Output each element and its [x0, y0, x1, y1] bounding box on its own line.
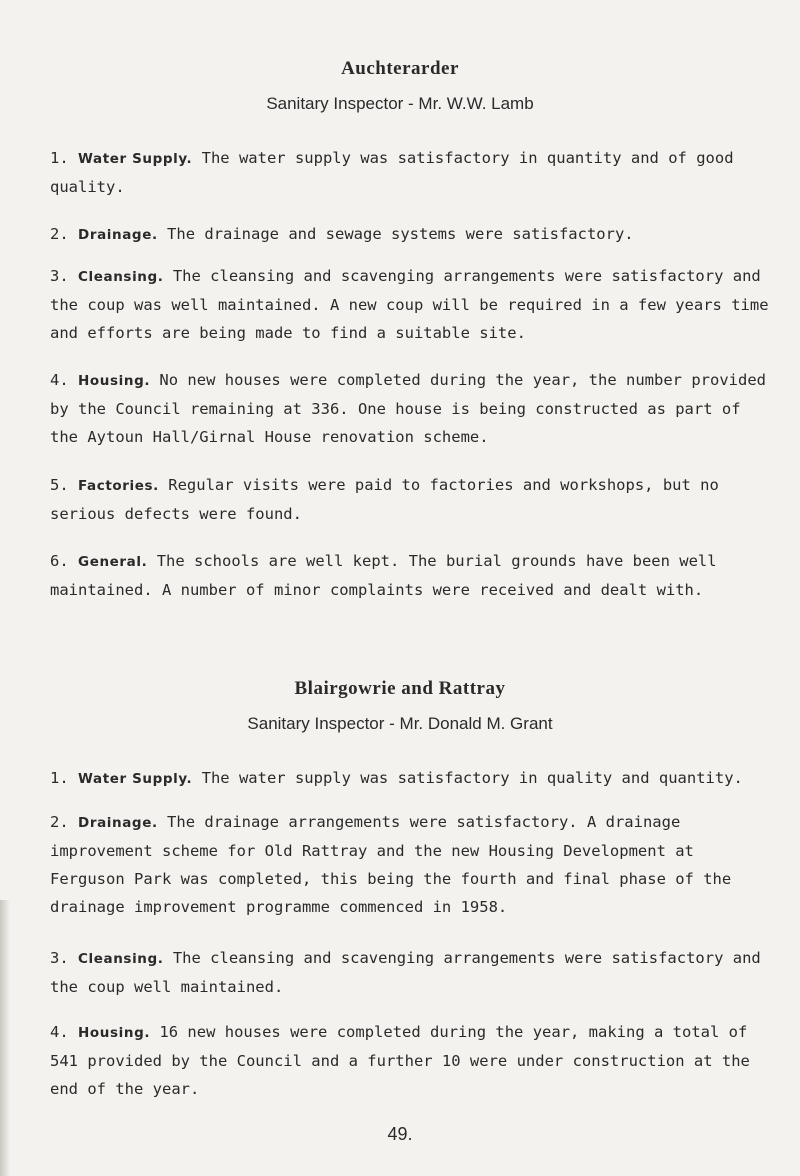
auchterarder-item-cleansing — [50, 262, 770, 347]
item-number: 3. — [50, 267, 69, 285]
item-heading: Drainage. — [78, 227, 158, 243]
item-text: The cleansing and scavenging arrangements were satisfactory and the coup well maintained. — [50, 949, 761, 996]
blairgowrie-item-drainage — [50, 808, 770, 921]
item-heading: Housing. — [78, 1025, 151, 1041]
item-heading: Drainage. — [78, 815, 158, 831]
auchterarder-item-general — [50, 547, 770, 604]
item-number: 2. — [50, 813, 69, 831]
item-number: 6. — [50, 552, 69, 570]
item-text: No new houses were completed during the year, the number provided by the Council remaining at 336. One house is being constructed as part of the Aytoun Hall/Girnal House renovation scheme. — [50, 371, 766, 446]
auchterarder-item-factories — [50, 471, 770, 528]
sanitary-inspector-line: Sanitary Inspector - Mr. W.W. Lamb — [266, 94, 534, 113]
blairgowrie-item-water-supply — [50, 764, 770, 793]
item-text: The drainage arrangements were satisfactory. A drainage improvement scheme for Old Rattray and the new Housing Development at Ferguson Park was completed, this being the fourth and final phase of the drainage improvement programme commenced in 1958. — [50, 813, 732, 916]
item-heading: Cleansing. — [78, 951, 164, 967]
item-text: 16 new houses were completed during the year, making a total of 541 provided by the Council and a further 10 were under construction at the end of the year. — [50, 1023, 750, 1098]
item-number: 4. — [50, 371, 69, 389]
item-number: 1. — [50, 769, 69, 787]
item-text: The cleansing and scavenging arrangements were satisfactory and the coup was well maintained. A new coup will be required in a few years time and efforts are being made to find a suitable site. — [50, 267, 769, 342]
item-text: The water supply was satisfactory in quality and quantity. — [201, 769, 743, 787]
section-title: Auchterarder — [341, 58, 459, 79]
item-heading: Housing. — [78, 373, 151, 389]
item-number: 4. — [50, 1023, 69, 1041]
section-auchterarder — [0, 58, 800, 114]
blairgowrie-item-cleansing — [50, 944, 770, 1001]
auchterarder-item-water-supply — [50, 144, 770, 201]
item-number: 2. — [50, 225, 69, 243]
item-heading: General. — [78, 554, 148, 570]
item-number: 5. — [50, 476, 69, 494]
page-number: 49. — [387, 1124, 413, 1144]
blairgowrie-item-housing — [50, 1018, 770, 1103]
item-heading: Cleansing. — [78, 269, 164, 285]
sanitary-inspector-line: Sanitary Inspector - Mr. Donald M. Grant — [247, 714, 553, 733]
item-number: 1. — [50, 149, 69, 167]
item-text: Regular visits were paid to factories and workshops, but no serious defects were found. — [50, 476, 719, 523]
item-heading: Factories. — [78, 478, 159, 494]
auchterarder-item-housing — [50, 366, 770, 451]
section-title: Blairgowrie and Rattray — [294, 678, 506, 699]
item-text: The drainage and sewage systems were satisfactory. — [167, 225, 634, 243]
item-heading: Water Supply. — [78, 151, 193, 167]
item-number: 3. — [50, 949, 69, 967]
auchterarder-item-drainage — [50, 220, 770, 249]
item-text: The water supply was satisfactory in quantity and of good quality. — [50, 149, 734, 196]
item-heading: Water Supply. — [78, 771, 193, 787]
section-blairgowrie-rattray — [0, 678, 800, 734]
item-text: The schools are well kept. The burial grounds have been well maintained. A number of minor complaints were received and dealt with. — [50, 552, 717, 599]
